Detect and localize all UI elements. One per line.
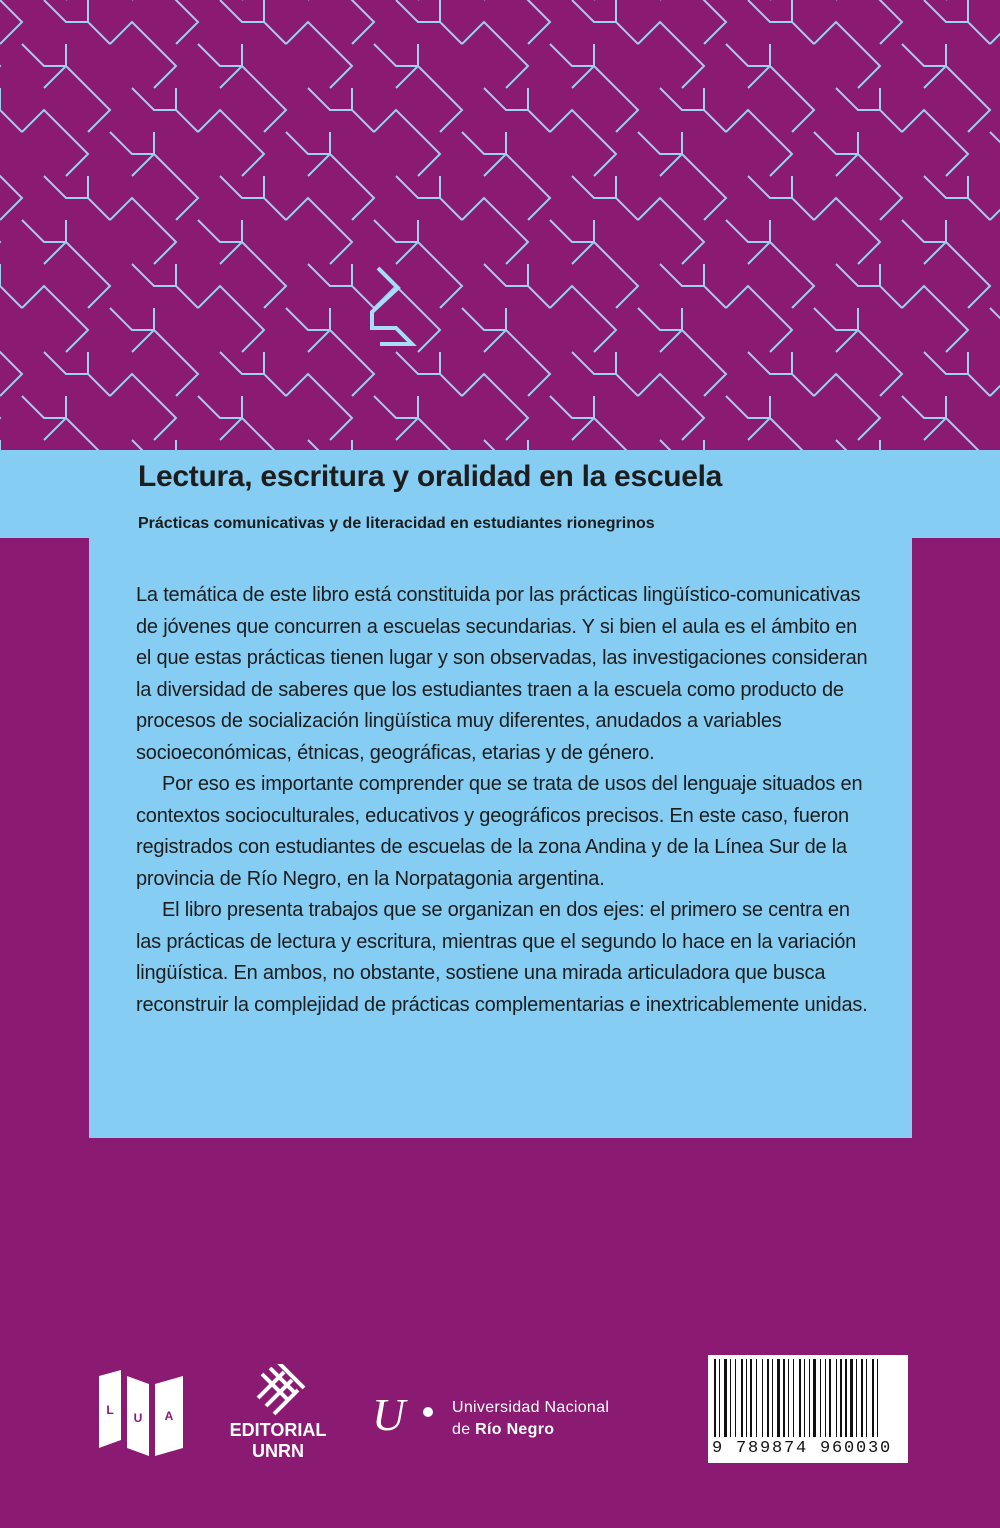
barcode-bar <box>714 1359 716 1437</box>
book-subtitle: Prácticas comunicativas y de literacidad en estudiantes rionegrinos <box>138 515 655 532</box>
barcode-bar <box>788 1359 789 1437</box>
barcode-bar <box>730 1359 731 1437</box>
barcode-bar <box>813 1359 816 1437</box>
barcode-bar <box>856 1359 857 1437</box>
barcode-bar <box>820 1359 821 1437</box>
barcode-bar <box>877 1359 878 1437</box>
barcode-bar <box>746 1359 747 1437</box>
unrn-u-icon <box>372 1392 436 1440</box>
barcode-bar <box>767 1359 769 1437</box>
university-name <box>452 1397 609 1441</box>
barcode-bar <box>866 1359 867 1437</box>
lua-logo-icon <box>99 1370 183 1456</box>
maze-pattern-background <box>0 0 1000 450</box>
barcode-bar <box>762 1359 763 1437</box>
barcode-bar <box>840 1359 842 1437</box>
barcode-bar <box>829 1359 831 1437</box>
barcode-bar <box>783 1359 785 1437</box>
university-line-2 <box>452 1419 609 1441</box>
lua-letter-a: A <box>164 1409 174 1423</box>
synopsis-paragraph-3: El libro presenta trabajos que se organizan en dos ejes: el primero se centra en las prácticas de lectura y escritura, mientras que el segundo lo hace en la variación lingüística. En ambos, no obstante, sostiene una mirada articuladora que busca reconstruir la complejidad de prácticas complementarias e inextricablemente unidas. <box>136 899 868 1016</box>
barcode-bar <box>809 1359 810 1437</box>
barcode-bar <box>845 1359 847 1437</box>
editorial-unrn-wordmark <box>228 1420 328 1462</box>
editorial-hash-icon <box>232 1364 324 1424</box>
barcode-bar <box>804 1359 805 1437</box>
barcode-bar <box>719 1359 720 1437</box>
barcode-bar <box>777 1359 780 1437</box>
isbn-number: 9 789874 960030 <box>712 1439 893 1458</box>
barcode-bar <box>825 1359 826 1437</box>
university-line-2-prefix: de <box>452 1421 476 1438</box>
barcode-bar <box>850 1359 853 1437</box>
synopsis-text <box>136 580 876 1021</box>
barcode-bars-icon <box>708 1355 908 1439</box>
editorial-line: EDITORIAL <box>229 1420 327 1440</box>
barcode-bar <box>750 1359 752 1437</box>
university-line-2-strong: Río Negro <box>475 1421 555 1438</box>
barcode-bar <box>724 1359 727 1437</box>
isbn-barcode <box>708 1355 908 1463</box>
maze-lines <box>0 0 1000 450</box>
barcode-bar <box>735 1359 736 1437</box>
pattern-accent-mark <box>372 268 412 344</box>
synopsis-paragraph-1: La temática de este libro está constituida por las prácticas lingüístico-comunicativas de jóvenes que concurren a escuelas secundarias. Y si bien el aula es el ámbito en el que estas prácticas tienen lugar y son observadas, las investigaciones consideran la diversidad de saberes que los estudiantes traen a la escuela como producto de procesos de socialización lingüística muy diferentes, anudados a variables socioeconómicas, étnicas, geográficas, etarias y de género. <box>136 584 868 764</box>
barcode-bar <box>741 1359 743 1437</box>
barcode-bar <box>772 1359 773 1437</box>
unrn-line: UNRN <box>252 1441 304 1461</box>
book-title: Lectura, escritura y oralidad en la escuela <box>138 460 723 493</box>
barcode-bar <box>872 1359 874 1437</box>
unrn-u-letter: U <box>372 1392 406 1440</box>
barcode-bar <box>793 1359 794 1437</box>
barcode-bar <box>836 1359 837 1437</box>
lua-letter-l: L <box>106 1403 114 1417</box>
lua-letter-u: U <box>133 1411 143 1425</box>
barcode-bar <box>799 1359 801 1437</box>
synopsis-paragraph-2: Por eso es importante comprender que se trata de usos del lenguaje situados en contextos socioculturales, educativos y geográficos precisos. En este caso, fueron registrados con estudiantes de escuelas de la zona Andina y de la Línea Sur de la provincia de Río Negro, en la Norpatagonia argentina. <box>136 773 863 890</box>
barcode-bar <box>756 1359 757 1437</box>
university-line-1: Universidad Nacional <box>452 1399 610 1416</box>
barcode-bar <box>861 1359 863 1437</box>
